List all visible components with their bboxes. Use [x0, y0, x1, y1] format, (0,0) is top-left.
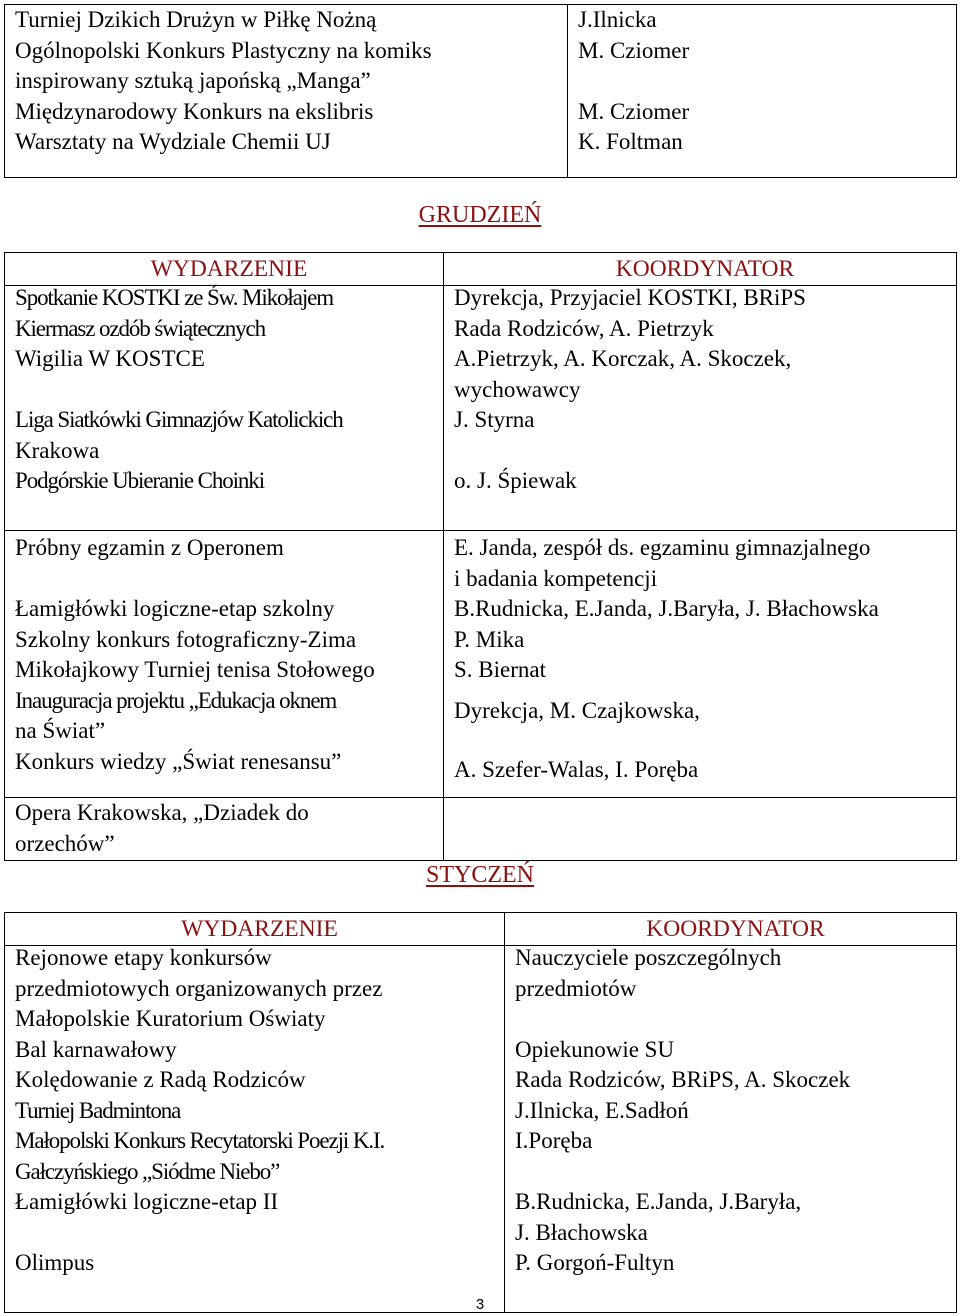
- table-row: [5, 286, 957, 531]
- event-cell: [5, 798, 444, 861]
- event-line: Turniej Badmintona: [15, 1097, 181, 1123]
- december-events-table: [4, 252, 957, 861]
- event-line: Łamigłówki logiczne-etap szkolny: [15, 596, 335, 621]
- coordinator-cell: [444, 286, 957, 531]
- event-line: Małopolskie Kuratorium Oświaty: [15, 1006, 326, 1031]
- event-line: Olimpus: [15, 1250, 95, 1275]
- event-line: Kolędowanie z Radą Rodziców: [15, 1067, 306, 1092]
- event-line: Turniej Dzikich Drużyn w Piłkę Nożną: [15, 7, 377, 32]
- coordinator-cell: [444, 798, 957, 861]
- event-line: Gałczyńskiego „Siódme Niebo”: [15, 1158, 280, 1184]
- event-line: Liga Siatkówki Gimnazjów Katolickich: [15, 407, 343, 432]
- coordinator-cell: [444, 531, 957, 798]
- table-row: [5, 531, 957, 798]
- event-line: Próbny egzamin z Operonem: [15, 535, 284, 560]
- coordinator-line: K. Foltman: [578, 129, 683, 154]
- event-column-header: WYDARZENIE: [5, 913, 505, 946]
- coordinator-line: J. Styrna: [454, 407, 535, 432]
- event-line: Kiermasz ozdób świątecznych: [15, 315, 266, 341]
- coordinator-line: Nauczyciele poszczególnych: [515, 945, 782, 970]
- january-events-table: [4, 912, 957, 1313]
- november-events-table: [4, 4, 957, 178]
- coordinator-cell: [568, 5, 957, 178]
- coordinator-line: [454, 436, 956, 467]
- coordinator-line: Opiekunowie SU: [515, 1036, 675, 1062]
- coordinator-line: M. Cziomer: [578, 37, 690, 63]
- event-line: [15, 564, 443, 595]
- coordinator-line: A. Szefer-Walas, I. Poręba: [454, 757, 699, 782]
- coordinator-line: [578, 66, 956, 97]
- coordinator-line: J. Błachowska: [515, 1219, 648, 1245]
- event-line: Krakowa: [15, 437, 100, 463]
- coordinator-line: B.Rudnicka, E.Janda, J.Baryła,: [515, 1189, 802, 1214]
- coordinator-cell: [505, 946, 957, 1313]
- table-row: [5, 946, 957, 1313]
- event-line: Spotkanie KOSTKI ze Św. Mikołajem: [15, 285, 334, 310]
- month-heading-december: GRUDZIEŃ: [418, 202, 542, 228]
- event-line: Konkurs wiedzy „Świat renesansu”: [15, 748, 342, 774]
- coordinator-line: Dyrekcja, Przyjaciel KOSTKI, BRiPS: [454, 285, 806, 310]
- event-line: Mikołajkowy Turniej tenisa Stołowego: [15, 657, 375, 682]
- event-line: Podgórskie Ubieranie Choinki: [15, 468, 264, 493]
- coordinator-line: wychowawcy: [454, 376, 581, 402]
- coordinator-line: [515, 1157, 956, 1188]
- coordinator-line: B.Rudnicka, E.Janda, J.Baryła, J. Błachowska: [454, 596, 879, 621]
- coordinator-line: [515, 1004, 956, 1035]
- coordinator-line: Dyrekcja, M. Czajkowska,: [454, 697, 700, 723]
- event-cell: [5, 286, 444, 531]
- coordinator-line: Rada Rodziców, BRiPS, A. Skoczek: [515, 1067, 851, 1092]
- coordinator-line: E. Janda, zespół ds. egzaminu gimnazjalnego: [454, 535, 871, 560]
- event-line: Szkolny konkurs fotograficzny-Zima: [15, 626, 357, 652]
- event-line: [15, 375, 443, 406]
- coordinator-line: przedmiotów: [515, 975, 637, 1001]
- coordinator-column-header: KOORDYNATOR: [444, 253, 957, 286]
- event-line: Warsztaty na Wydziale Chemii UJ: [15, 129, 331, 154]
- event-line: orzechów”: [15, 830, 115, 856]
- event-line: Wigilia W KOSTCE: [15, 346, 205, 371]
- coordinator-line: I.Poręba: [515, 1128, 593, 1153]
- event-cell: [5, 5, 568, 178]
- coordinator-column-header: KOORDYNATOR: [505, 913, 957, 946]
- coordinator-line: M. Cziomer: [578, 98, 690, 124]
- event-line: na Świat”: [15, 718, 106, 743]
- coordinator-line: A.Pietrzyk, A. Korczak, A. Skoczek,: [454, 346, 792, 371]
- coordinator-line: S. Biernat: [454, 657, 546, 682]
- event-line: Inauguracja projektu „Edukacja oknem: [15, 687, 337, 713]
- month-heading-january: STYCZEŃ: [426, 862, 534, 888]
- coordinator-line: J.Ilnicka: [578, 7, 657, 32]
- coordinator-line: P. Mika: [454, 626, 525, 652]
- event-line: Bal karnawałowy: [15, 1036, 177, 1062]
- event-cell: [5, 531, 444, 798]
- table-header-row: [5, 913, 957, 946]
- coordinator-line: P. Gorgoń-Fultyn: [515, 1250, 675, 1275]
- event-line: Łamigłówki logiczne-etap II: [15, 1189, 279, 1214]
- event-line: [15, 1218, 504, 1249]
- event-line: Ogólnopolski Konkurs Plastyczny na komiks: [15, 37, 432, 63]
- table-row: [5, 798, 957, 861]
- event-cell: [5, 946, 505, 1313]
- event-line: Opera Krakowska, „Dziadek do: [15, 800, 309, 825]
- page-number: 3: [475, 1296, 485, 1313]
- table-header-row: [5, 253, 957, 286]
- event-column-header: WYDARZENIE: [5, 253, 444, 286]
- event-line: Międzynarodowy Konkurs na ekslibris: [15, 98, 374, 124]
- coordinator-line: o. J. Śpiewak: [454, 468, 577, 493]
- coordinator-line: Rada Rodziców, A. Pietrzyk: [454, 315, 714, 341]
- coordinator-line: i badania kompetencji: [454, 565, 658, 591]
- event-line: Małopolski Konkurs Recytatorski Poezji K.I.: [15, 1128, 385, 1153]
- coordinator-line: J.Ilnicka, E.Sadłoń: [515, 1097, 689, 1123]
- event-line: Rejonowe etapy konkursów: [15, 945, 272, 970]
- table-row: [5, 5, 957, 178]
- event-line: przedmiotowych organizowanych przez: [15, 975, 383, 1001]
- event-line: inspirowany sztuką japońską „Manga”: [15, 68, 371, 93]
